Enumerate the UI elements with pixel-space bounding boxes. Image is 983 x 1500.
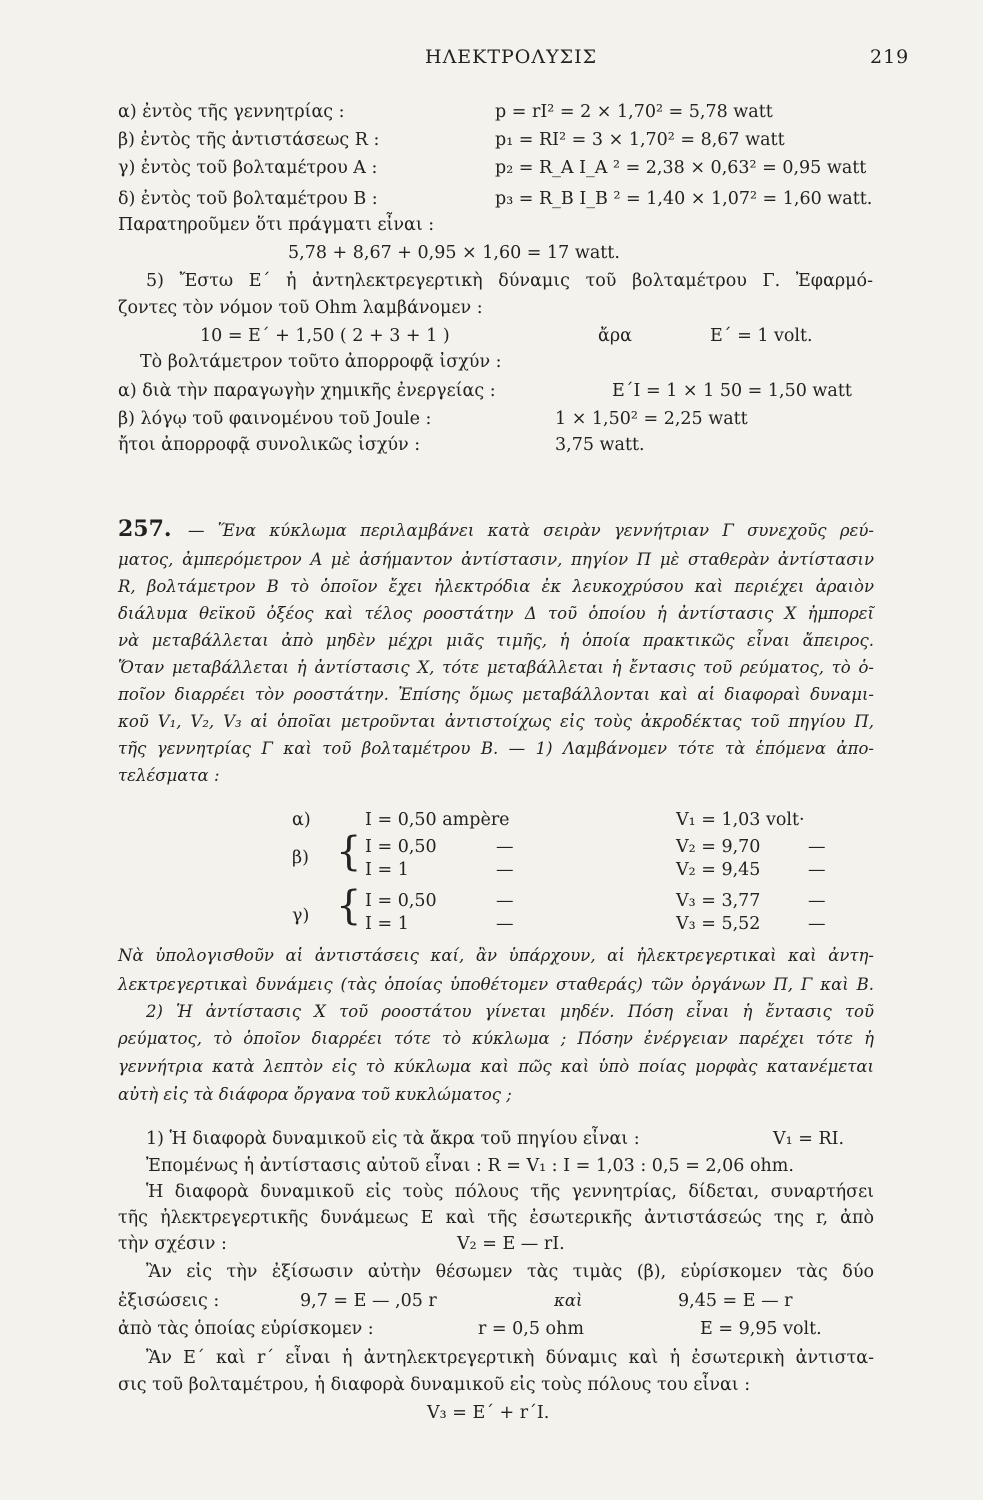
measure-beta-row2: I = 1 — V₂ = 9,45 — — [365, 860, 826, 880]
part5-total: ἤτοι ἀπορροφᾷ συνολικῶς ἰσχύν : 3,75 watt. — [118, 435, 645, 455]
observe-line: Παρατηροῦμεν ὅτι πράγματι εἶναι : — [118, 215, 435, 235]
solution-line11: V₃ = E΄ + r΄I. — [427, 1403, 550, 1423]
problem-number: 257. — [118, 516, 172, 542]
question-line5: γεννήτρια κατὰ λεπτὸν εἰς τὸ κύκλωμα καὶ πῶς καὶ ὑπὸ ποίας μορφὰς κατανέμεται — [118, 1057, 874, 1076]
question-line1: Νὰ ὑπολογισθοῦν αἱ ἀντιστάσεις καί, ἂν ὑπάρχουν, αἱ ἠλεκτρεγερτικαὶ καὶ ἀντη- — [118, 946, 874, 965]
solution-line4: τῆς ἠλεκτρεγερτικῆς δυνάμεως Ε καὶ τῆς ἐσωτερικῆς ἀντιστάσεώς της r, ἀπὸ — [118, 1208, 874, 1228]
part5-absorbs: Τὸ βολτάμετρον τοῦτο ἀπορροφᾷ ἰσχύν : — [140, 352, 502, 372]
question-line2: λεκτρεγερτικαὶ δυνάμεις (τὰς ὁποίας ὑποθέτομεν σταθεράς) τῶν ὀργάνων Π, Γ καὶ Β. — [118, 975, 874, 994]
problem-257-line1: 257. — Ἕνα κύκλωμα περιλαμβάνει κατὰ σειρὰν γεννήτριαν Γ συνεχοῦς ρεύ- — [118, 516, 874, 542]
problem-257-line4: διάλυμα θεϊκοῦ ὀξέος καὶ τέλος ροοστάτην Δ τοῦ ὁποίου ἡ ἀντίστασις Χ ἠμπορεῖ — [118, 604, 874, 623]
measure-beta-label: β) — [292, 848, 309, 868]
power-line-delta: δ) ἐντὸς τοῦ βολταμέτρου Β : p₃ = R_B I_B ² = 1,40 × 1,07² = 1,60 watt. — [118, 189, 873, 209]
question-line4: ρεύματος, τὸ ὁποῖον διαρρέει τότε τὸ κύκλωμα ; Πόσην ἐνέργειαν παρέχει τότε ἡ — [118, 1029, 874, 1048]
problem-257-line7: ποῖον διαρρέει τὸν ροοστάτην. Ἐπίσης ὅμως μεταβάλλονται καὶ αἱ διαφοραὶ δυναμι- — [118, 685, 874, 704]
problem-257-line6: Ὅταν μεταβάλλεται ἡ ἀντίστασις Χ, τότε μεταβάλλεται ἡ ἔντασις τοῦ ρεύματος, τὸ ὁ- — [118, 658, 874, 677]
part5-beta: β) λόγῳ τοῦ φαινομένου τοῦ Joule : 1 × 1,50² = 2,25 watt — [118, 409, 748, 429]
solution-line2: Ἐπομένως ἡ ἀντίστασις αὐτοῦ εἶναι : R = V₁ : I = 1,03 : 0,5 = 2,06 ohm. — [146, 1156, 794, 1176]
measure-beta-row1: I = 0,50 — V₂ = 9,70 — — [365, 837, 826, 857]
measure-gamma-row2: I = 1 — V₃ = 5,52 — — [365, 914, 826, 934]
problem-257-line8: κοῦ V₁, V₂, V₃ αἱ ὁποῖαι μετροῦνται ἀντιστοίχως εἰς τοὺς ἀκροδέκτας τοῦ πηγίου Π, — [118, 712, 874, 731]
page-title: ΗΛΕΚΤΡΟΛΥΣΙΣ — [425, 46, 598, 68]
solution-line6: Ἂν εἰς τὴν ἐξίσωσιν αὐτὴν θέσωμεν τὰς τιμὰς (β), εὑρίσκομεν τὰς δύο — [146, 1262, 874, 1282]
power-line-gamma: γ) ἐντὸς τοῦ βολταμέτρου Α : p₂ = R_A I_A ² = 2,38 × 0,63² = 0,95 watt — [118, 158, 867, 178]
measure-gamma-row1: I = 0,50 — V₃ = 3,77 — — [365, 891, 826, 911]
sum-line: 5,78 + 8,67 + 0,95 × 1,60 = 17 watt. — [288, 243, 620, 263]
part5-equation: 10 = Ε΄ + 1,50 ( 2 + 3 + 1 ) ἄρα Ε΄ = 1 volt. — [200, 326, 813, 346]
solution-line8: ἀπὸ τὰς ὁποίας εὑρίσκομεν : r = 0,5 ohm E = 9,95 volt. — [118, 1319, 822, 1339]
problem-257-line9: τῆς γεννητρίας Γ καὶ τοῦ βολταμέτρου Β. — 1) Λαμβάνομεν τότε τὰ ἑπόμενα ἀπο- — [118, 739, 874, 758]
brace-gamma-icon: { — [336, 883, 362, 929]
measure-gamma-label: γ) — [292, 906, 310, 926]
problem-257-line5: νὰ μεταβάλλεται ἀπὸ μηδὲν μέχρι μιᾶς τιμῆς, ἡ ὁποία πρακτικῶς εἶναι ἄπειρος. — [118, 631, 874, 650]
solution-line9: Ἂν Ε΄ καὶ r΄ εἶναι ἡ ἀντηλεκτρεγερτικὴ δύναμις καὶ ἡ ἐσωτερικὴ ἀντιστα- — [146, 1348, 874, 1368]
running-header — [0, 44, 983, 70]
solution-line1: 1) Ἡ διαφορὰ δυναμικοῦ εἰς τὰ ἄκρα τοῦ πηγίου εἶναι : V₁ = RI. — [146, 1129, 845, 1149]
problem-257-line2: ματος, ἀμπερόμετρον Α μὲ ἀσήμαντον ἀντίστασιν, πηγίον Π μὲ σταθερὰν ἀντίστασιν — [118, 550, 874, 569]
solution-line3: Ἡ διαφορὰ δυναμικοῦ εἰς τοὺς πόλους τῆς γεννητρίας, δίδεται, συναρτήσει — [146, 1182, 874, 1202]
power-line-alpha: α) ἐντὸς τῆς γεννητρίας : p = rI² = 2 × 1,70² = 5,78 watt — [118, 102, 773, 122]
question-line3: 2) Ἡ ἀντίστασις Χ τοῦ ροοστάτου γίνεται μηδέν. Πόση εἶναι ἡ ἔντασις τοῦ — [146, 1002, 874, 1021]
part5-alpha: α) διὰ τὴν παραγωγὴν χημικῆς ἐνεργείας : Ε΄Ι = 1 × 1 50 = 1,50 watt — [118, 381, 852, 401]
question-line6: αὐτὴ εἰς τὰ διάφορα ὄργανα τοῦ κυκλώματος ; — [118, 1085, 512, 1104]
problem-257-line10: τελέσματα : — [118, 766, 220, 785]
problem-257-line3: R, βολτάμετρον Β τὸ ὁποῖον ἔχει ἠλεκτρόδια ἐκ λευκοχρύσου καὶ περιέχει ἀραιὸν — [118, 577, 874, 596]
brace-beta-icon: { — [336, 829, 362, 875]
solution-line5: τὴν σχέσιν : V₂ = E — rI. — [118, 1234, 565, 1254]
page-number: 219 — [870, 46, 910, 68]
part5-line2: ζοντες τὸν νόμον τοῦ Ohm λαμβάνομεν : — [118, 298, 483, 318]
measure-alpha: α) I = 0,50 ampère V₁ = 1,03 volt· — [292, 810, 805, 830]
solution-line10: σις τοῦ βολταμέτρου, ἡ διαφορὰ δυναμικοῦ εἰς τοὺς πόλους του εἶναι : — [118, 1375, 751, 1395]
power-line-beta: β) ἐντὸς τῆς ἀντιστάσεως R : p₁ = RI² = 3 × 1,70² = 8,67 watt — [118, 130, 785, 150]
solution-line7: ἐξισώσεις : 9,7 = E — ,05 r καὶ 9,45 = E — r — [118, 1291, 793, 1311]
part5-line1: 5) Ἔστω Ε΄ ἡ ἀντηλεκτρεγερτικὴ δύναμις τοῦ βολταμέτρου Γ. Ἐφαρμό- — [146, 271, 873, 291]
